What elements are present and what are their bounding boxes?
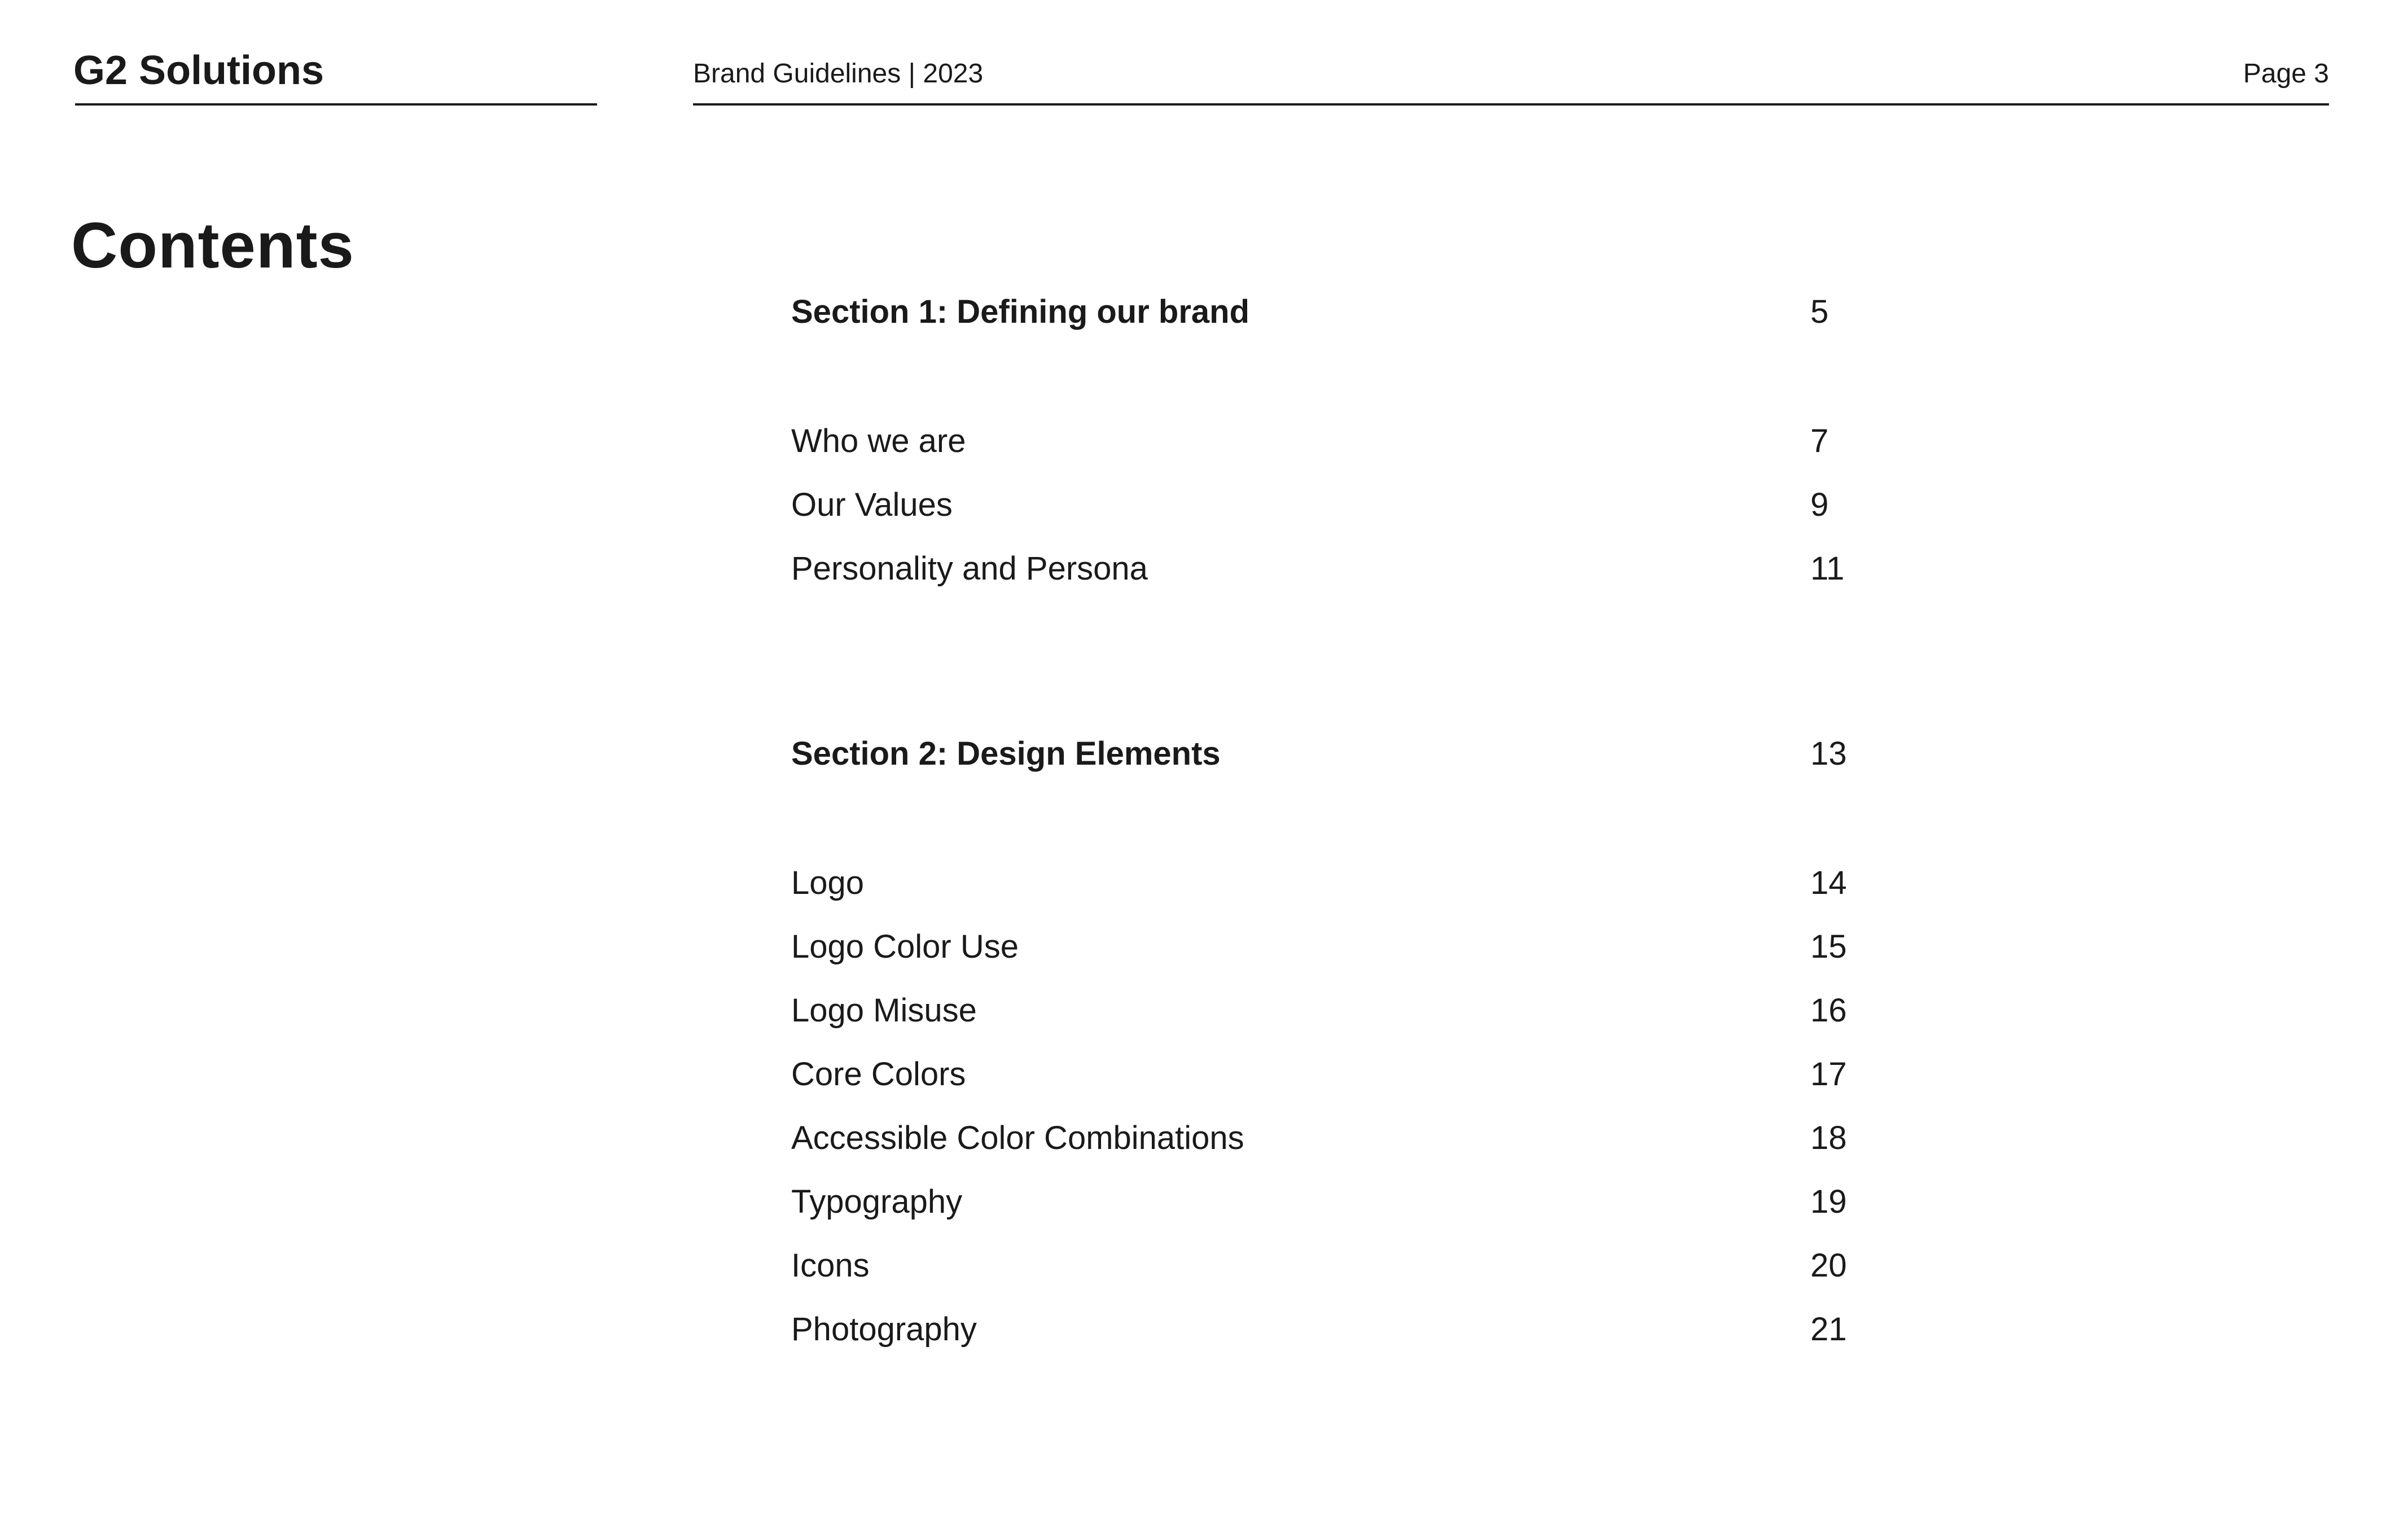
header-rule-left xyxy=(75,103,597,106)
toc-page-number: 5 xyxy=(1810,293,1829,330)
toc-page-number: 11 xyxy=(1810,550,1845,587)
document-title: Brand Guidelines | 2023 xyxy=(693,59,984,89)
toc-page-number: 18 xyxy=(1810,1120,1847,1156)
toc-page-number: 17 xyxy=(1810,1056,1847,1093)
toc-item-label: Logo xyxy=(791,865,865,901)
toc-item xyxy=(791,1183,2329,1220)
header-rule-right xyxy=(693,103,2329,106)
toc-item-label: Logo Color Use xyxy=(791,928,1019,965)
toc-item-label: Our Values xyxy=(791,486,953,523)
toc-page-number: 21 xyxy=(1810,1311,1847,1348)
toc-item xyxy=(791,1122,2329,1155)
toc-item xyxy=(791,1249,2329,1282)
toc-item xyxy=(791,1313,2329,1346)
toc-item-label: Accessible Color Combinations xyxy=(791,1120,1244,1156)
toc-page-number: 14 xyxy=(1810,865,1847,901)
toc-section-label: Section 1: Defining our brand xyxy=(791,293,1250,330)
toc-item xyxy=(791,552,2329,585)
toc-page-number: 19 xyxy=(1810,1183,1847,1220)
toc-item-label: Who we are xyxy=(791,423,966,459)
toc-page-number: 7 xyxy=(1810,423,1829,459)
toc-section-label: Section 2: Design Elements xyxy=(791,735,1221,772)
toc-item xyxy=(791,425,2329,458)
toc-page-number: 13 xyxy=(1810,735,1847,772)
toc-item-label: Logo Misuse xyxy=(791,992,977,1029)
toc-item-label: Personality and Persona xyxy=(791,550,1148,587)
toc-item xyxy=(791,867,2329,900)
toc-item xyxy=(791,486,2329,523)
toc-item-label: Photography xyxy=(791,1311,977,1348)
toc-section-title xyxy=(791,293,2329,330)
toc-item xyxy=(791,994,2329,1027)
toc-item-label: Core Colors xyxy=(791,1056,966,1093)
toc-item xyxy=(791,1058,2329,1091)
toc-page-number: 16 xyxy=(1810,992,1847,1029)
page-number-label: Page 3 xyxy=(2243,59,2329,89)
toc-item-label: Typography xyxy=(791,1183,963,1220)
page-title: Contents xyxy=(71,210,354,282)
toc-page-number: 15 xyxy=(1810,928,1847,965)
toc-section-title xyxy=(791,735,2329,772)
toc-item-label: Icons xyxy=(791,1247,870,1284)
toc-item xyxy=(791,928,2329,965)
toc-page-number: 9 xyxy=(1810,486,1829,523)
brand-name: G2 Solutions xyxy=(73,48,324,93)
toc-page-number: 20 xyxy=(1810,1247,1847,1284)
